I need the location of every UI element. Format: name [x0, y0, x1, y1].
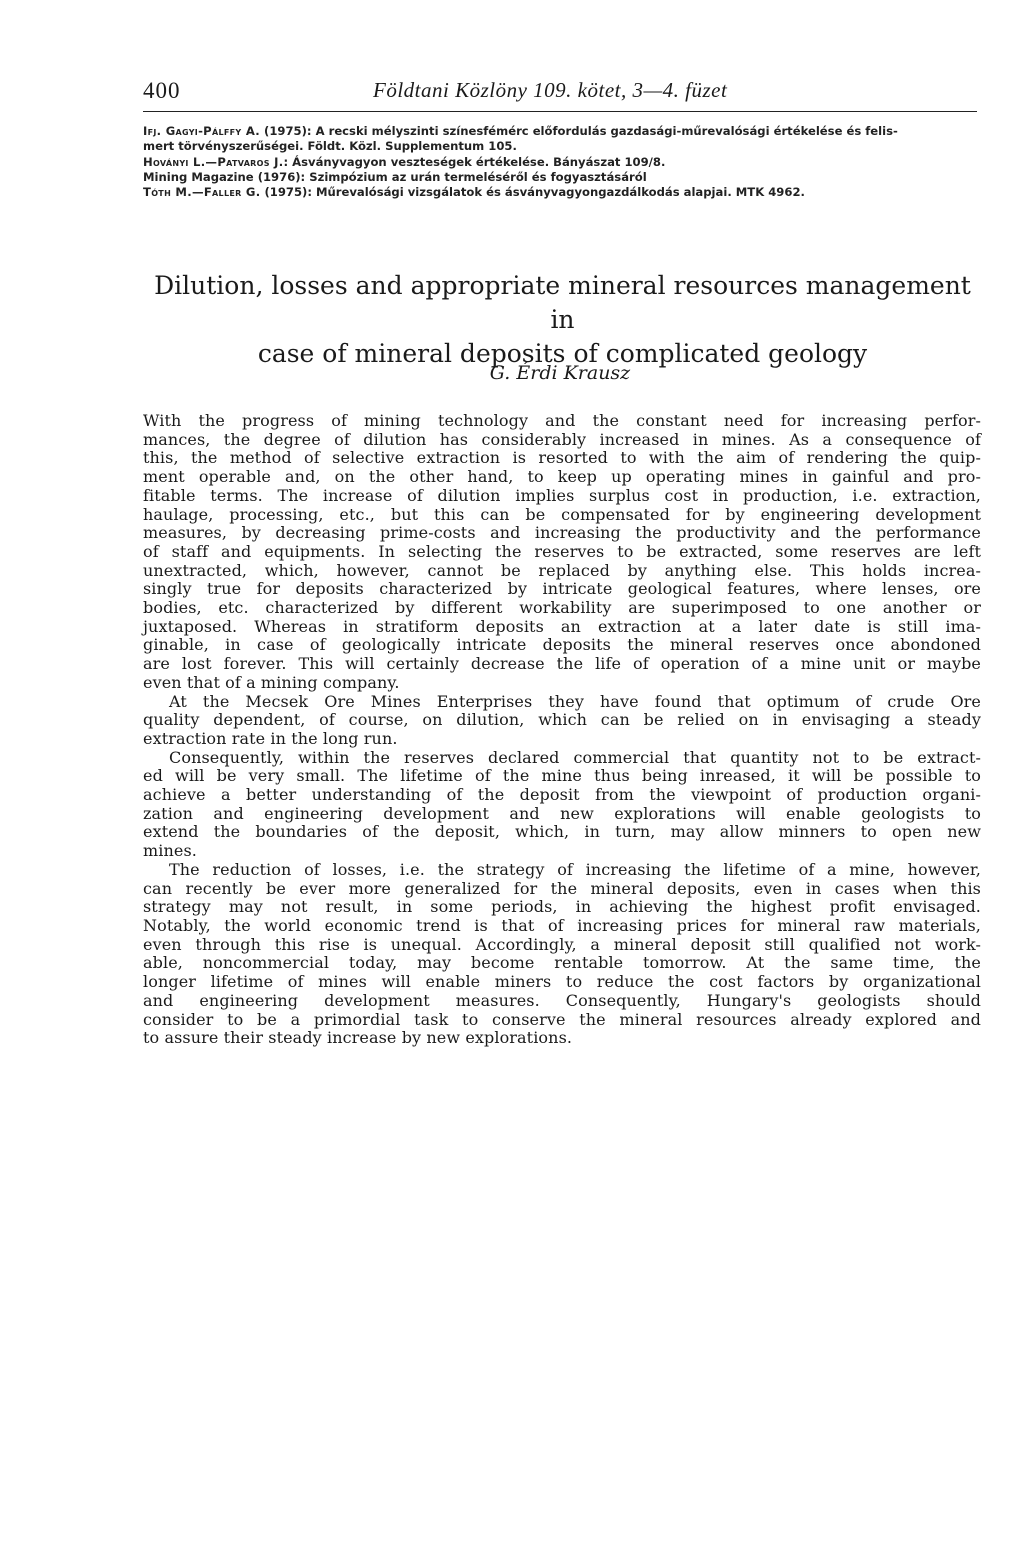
article-body [143, 412, 981, 1048]
body-paragraph [143, 693, 981, 749]
article-title-line: Dilution, losses and appropriate mineral resources management in [154, 271, 971, 334]
reference-text: (1976): Szimpózium az urán termeléséről és fogyasztásáról [253, 169, 647, 184]
body-line: to assure their steady increase by new explorations. [143, 1028, 573, 1048]
reference-authors: Tóth M.—Faller G. [143, 185, 261, 200]
body-line: are lost forever. This will certainly decrease the life of operation of a mine unit or maybe [143, 654, 981, 674]
body-line: singly true for deposits characterized by intricate geological features, where lenses, ore [143, 579, 981, 599]
body-line: and engineering development measures. Consequently, Hungary's geologists should [143, 990, 981, 1010]
reference-item [143, 170, 983, 185]
body-line: extend the boundaries of the deposit, which, in turn, may allow minners to open new [143, 822, 981, 842]
running-header [143, 78, 977, 108]
body-line: extraction rate in the long run. [143, 728, 398, 748]
body-line: mines. [143, 841, 197, 861]
body-line: fitable terms. The increase of dilution implies surplus cost in production, i.e. extraction, [143, 485, 981, 505]
body-line: With the progress of mining technology and the constant need for increasing perfor- [143, 411, 981, 430]
reference-authors: Ifj. Gagyi-Pálffy A. [143, 124, 261, 138]
article-author: G. Érdi Krausz [489, 362, 631, 384]
body-line: The reduction of losses, i.e. the strategy of increasing the lifetime of a mine, however, [169, 859, 981, 879]
body-line: zation and engineering development and new explorations will enable geologists to [143, 803, 981, 823]
body-line: longer lifetime of mines will enable miners to reduce the cost factors by organizational [143, 972, 981, 992]
reference-item [143, 155, 983, 170]
body-line: Consequently, within the reserves declared commercial that quantity not to be extract- [169, 747, 981, 767]
body-paragraph [143, 749, 981, 861]
journal-title: Földtani Közlöny 109. kötet, 3—4. füzet [373, 78, 728, 102]
body-line: this, the method of selective extraction is resorted to with the aim of rendering the quip- [143, 448, 981, 468]
body-line: even through this rise is unequal. Accordingly, a mineral deposit still qualified not work- [143, 934, 981, 954]
reference-text: : Ásványvagyon veszteségek értékelése. Bányászat 109/8. [283, 154, 666, 169]
reference-item [143, 185, 983, 200]
body-line: even that of a mining company. [143, 672, 400, 692]
reference-authors: Hoványi L.—Patvaros J. [143, 154, 284, 169]
reference-text: (1975): A recski mélyszinti színesfémérc előfordulás gazdasági-műrevalósági értékelése és felis- [260, 124, 898, 138]
body-paragraph [143, 861, 981, 1048]
body-line: able, noncommercial today, may become rentable tomorrow. At the same time, the [143, 953, 981, 973]
reference-text: (1975): Műrevalósági vizsgálatok és ásványvagyongazdálkodás alapjai. MTK 4962. [260, 185, 805, 200]
body-line: bodies, etc. characterized by different workability are superimposed to one another or [143, 598, 981, 618]
article-title [140, 269, 985, 371]
reference-text-continued: mert törvényszerűségei. Földt. Közl. Supplementum 105. [143, 139, 517, 154]
reference-item [143, 124, 983, 155]
body-line: of staff and equipments. In selecting the reserves to be extracted, some reserves are left [143, 541, 981, 561]
reference-authors: Mining Magazine [143, 169, 254, 184]
body-line: Notably, the world economic trend is that of increasing prices for mineral raw materials, [143, 915, 981, 935]
body-paragraph [143, 412, 981, 693]
body-line: mances, the degree of dilution has considerably increased in mines. As a consequence of [143, 429, 981, 449]
body-line: At the Mecsek Ore Mines Enterprises they have found that optimum of crude Ore [169, 691, 981, 711]
body-line: juxtaposed. Whereas in stratiform deposits an extraction at a later date is still ima- [143, 616, 981, 636]
body-line: quality dependent, of course, on dilution, which can be relied on in envisaging a steady [143, 710, 981, 730]
reference-list [143, 124, 983, 200]
body-line: consider to be a primordial task to conserve the mineral resources already explored and [143, 1009, 981, 1029]
body-line: measures, by decreasing prime-costs and increasing the productivity and the performance [143, 523, 981, 543]
body-line: unextracted, which, however, cannot be replaced by anything else. This holds increa- [143, 560, 981, 580]
page-number: 400 [143, 78, 181, 103]
body-line: ment operable and, on the other hand, to keep up operating mines in gainful and pro- [143, 467, 981, 487]
body-line: ed will be very small. The lifetime of the mine thus being inreased, it will be possible to [143, 766, 981, 786]
body-line: achieve a better understanding of the deposit from the viewpoint of production organi- [143, 785, 981, 805]
header-rule [143, 111, 977, 112]
body-line: strategy may not result, in some periods, in achieving the highest profit envisaged. [143, 897, 981, 917]
body-line: can recently be ever more generalized for the mineral deposits, even in cases when this [143, 878, 981, 898]
article-title-line: case of mineral deposits of complicated geology [257, 339, 868, 368]
body-line: ginable, in case of geologically intricate deposits the mineral reserves once abondoned [143, 635, 981, 655]
body-line: haulage, processing, etc., but this can be compensated for by engineering development [143, 504, 981, 524]
